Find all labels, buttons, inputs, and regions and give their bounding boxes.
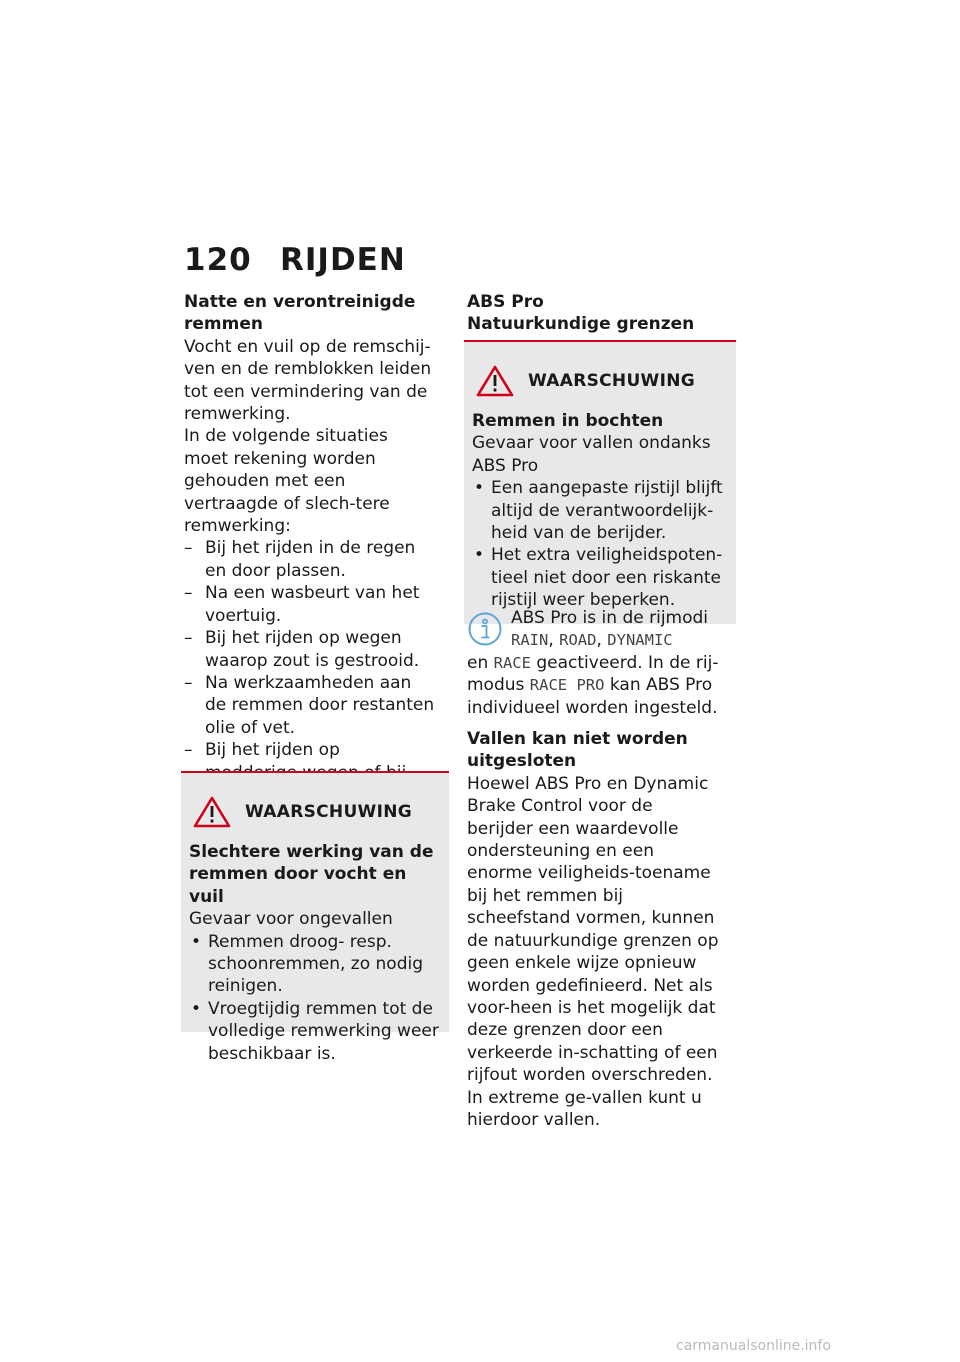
info-icon — [467, 611, 503, 647]
list-item: – Bij het rijden op — [184, 739, 436, 806]
mode-name: RAIN — [511, 631, 549, 650]
warning-box — [464, 340, 736, 624]
warning-triangle-icon — [476, 364, 514, 398]
right-column — [467, 291, 719, 336]
warning-bullet: • Het extra veiligheidspoten-tieel niet door een riskante rijstijl weer beperken. — [472, 544, 726, 611]
list-item: – Na een wasbeurt van het voertuig. — [184, 582, 436, 627]
mode-name: DYNAMIC — [607, 631, 673, 650]
warning-triangle-icon — [193, 795, 231, 829]
warning-header — [189, 795, 439, 829]
warning-title: Slechtere werking van de remmen door vocht en vuil — [189, 842, 434, 907]
info-note — [467, 607, 719, 1131]
watermark: carmanualsonline.info — [676, 1338, 831, 1354]
subsection-heading: Vallen kan niet worden uitgesloten — [467, 729, 688, 772]
warning-label: WAARSCHUWING — [245, 801, 413, 822]
list-item: – Na werkzaamheden aan de remmen door restanten olie of vet. — [184, 672, 436, 739]
warning-danger: Gevaar voor ongevallen — [189, 909, 393, 930]
warning-label: WAARSCHUWING — [528, 370, 696, 391]
section-heading: Natte en verontreinigde remmen — [184, 292, 416, 335]
paragraph: In de volgende situaties moet rekening worden gehouden met een vertraagde of slech-tere remwerking: — [184, 426, 390, 537]
warning-bullet: • Een aangepaste rijstijl blijft altijd de verantwoordelijk-heid van de berijder. — [472, 477, 726, 544]
page-number: 120 — [184, 242, 252, 278]
left-column — [184, 291, 436, 806]
warning-bullet: • Remmen droog- resp. schoonremmen, zo nodig reinigen. — [189, 931, 439, 998]
info-paragraph: ABS Pro is in de rijmodi RAIN, ROAD, DYNAMIC — [467, 607, 719, 652]
section-heading: ABS Pro — [467, 292, 544, 312]
paragraph: Vocht en vuil op de remschij-ven en de remblokken leiden tot een vermindering van de remwerking. — [184, 336, 432, 425]
mode-name: RACE — [493, 653, 531, 672]
info-paragraph-continued: en RACE geactiveerd. In de rij-modus RACE PRO kan ABS Pro individueel worden ingesteld. — [467, 652, 719, 718]
warning-title: Remmen in bochten — [472, 411, 664, 431]
chapter-title: RIJDEN — [280, 242, 406, 278]
list-item: – Bij het rijden in de regen en door plassen. — [184, 537, 436, 582]
warning-box — [181, 771, 449, 1064]
warning-header — [472, 364, 726, 398]
mode-name: ROAD — [559, 631, 597, 650]
warning-danger: Gevaar voor vallen ondanks ABS Pro — [472, 433, 711, 476]
mode-name: RACE PRO — [529, 676, 605, 695]
list-item: – Bij het rijden op wegen waarop zout is gestrooid. — [184, 627, 436, 672]
page-header — [184, 242, 406, 278]
paragraph: Hoewel ABS Pro en Dynamic Brake Control voor de berijder een waardevolle ondersteuning en een enorme veiligheids-toename bij het remmen bij scheefstand vormen, kunnen de natuurkundige grenzen op geen enkele wijze opnieuw worden gedefinieerd. Net als voor-heen is het mogelijk dat deze grenzen door een verkeerde in-schatting of een rijfout worden overschreden. In extreme ge-vallen kunt u hierdoor vallen. — [467, 773, 719, 1130]
subsection-heading: Natuurkundige grenzen — [467, 314, 695, 335]
warning-bullet: • Vroegtijdig remmen tot de volledige remwerking weer beschikbaar is. — [189, 998, 439, 1065]
